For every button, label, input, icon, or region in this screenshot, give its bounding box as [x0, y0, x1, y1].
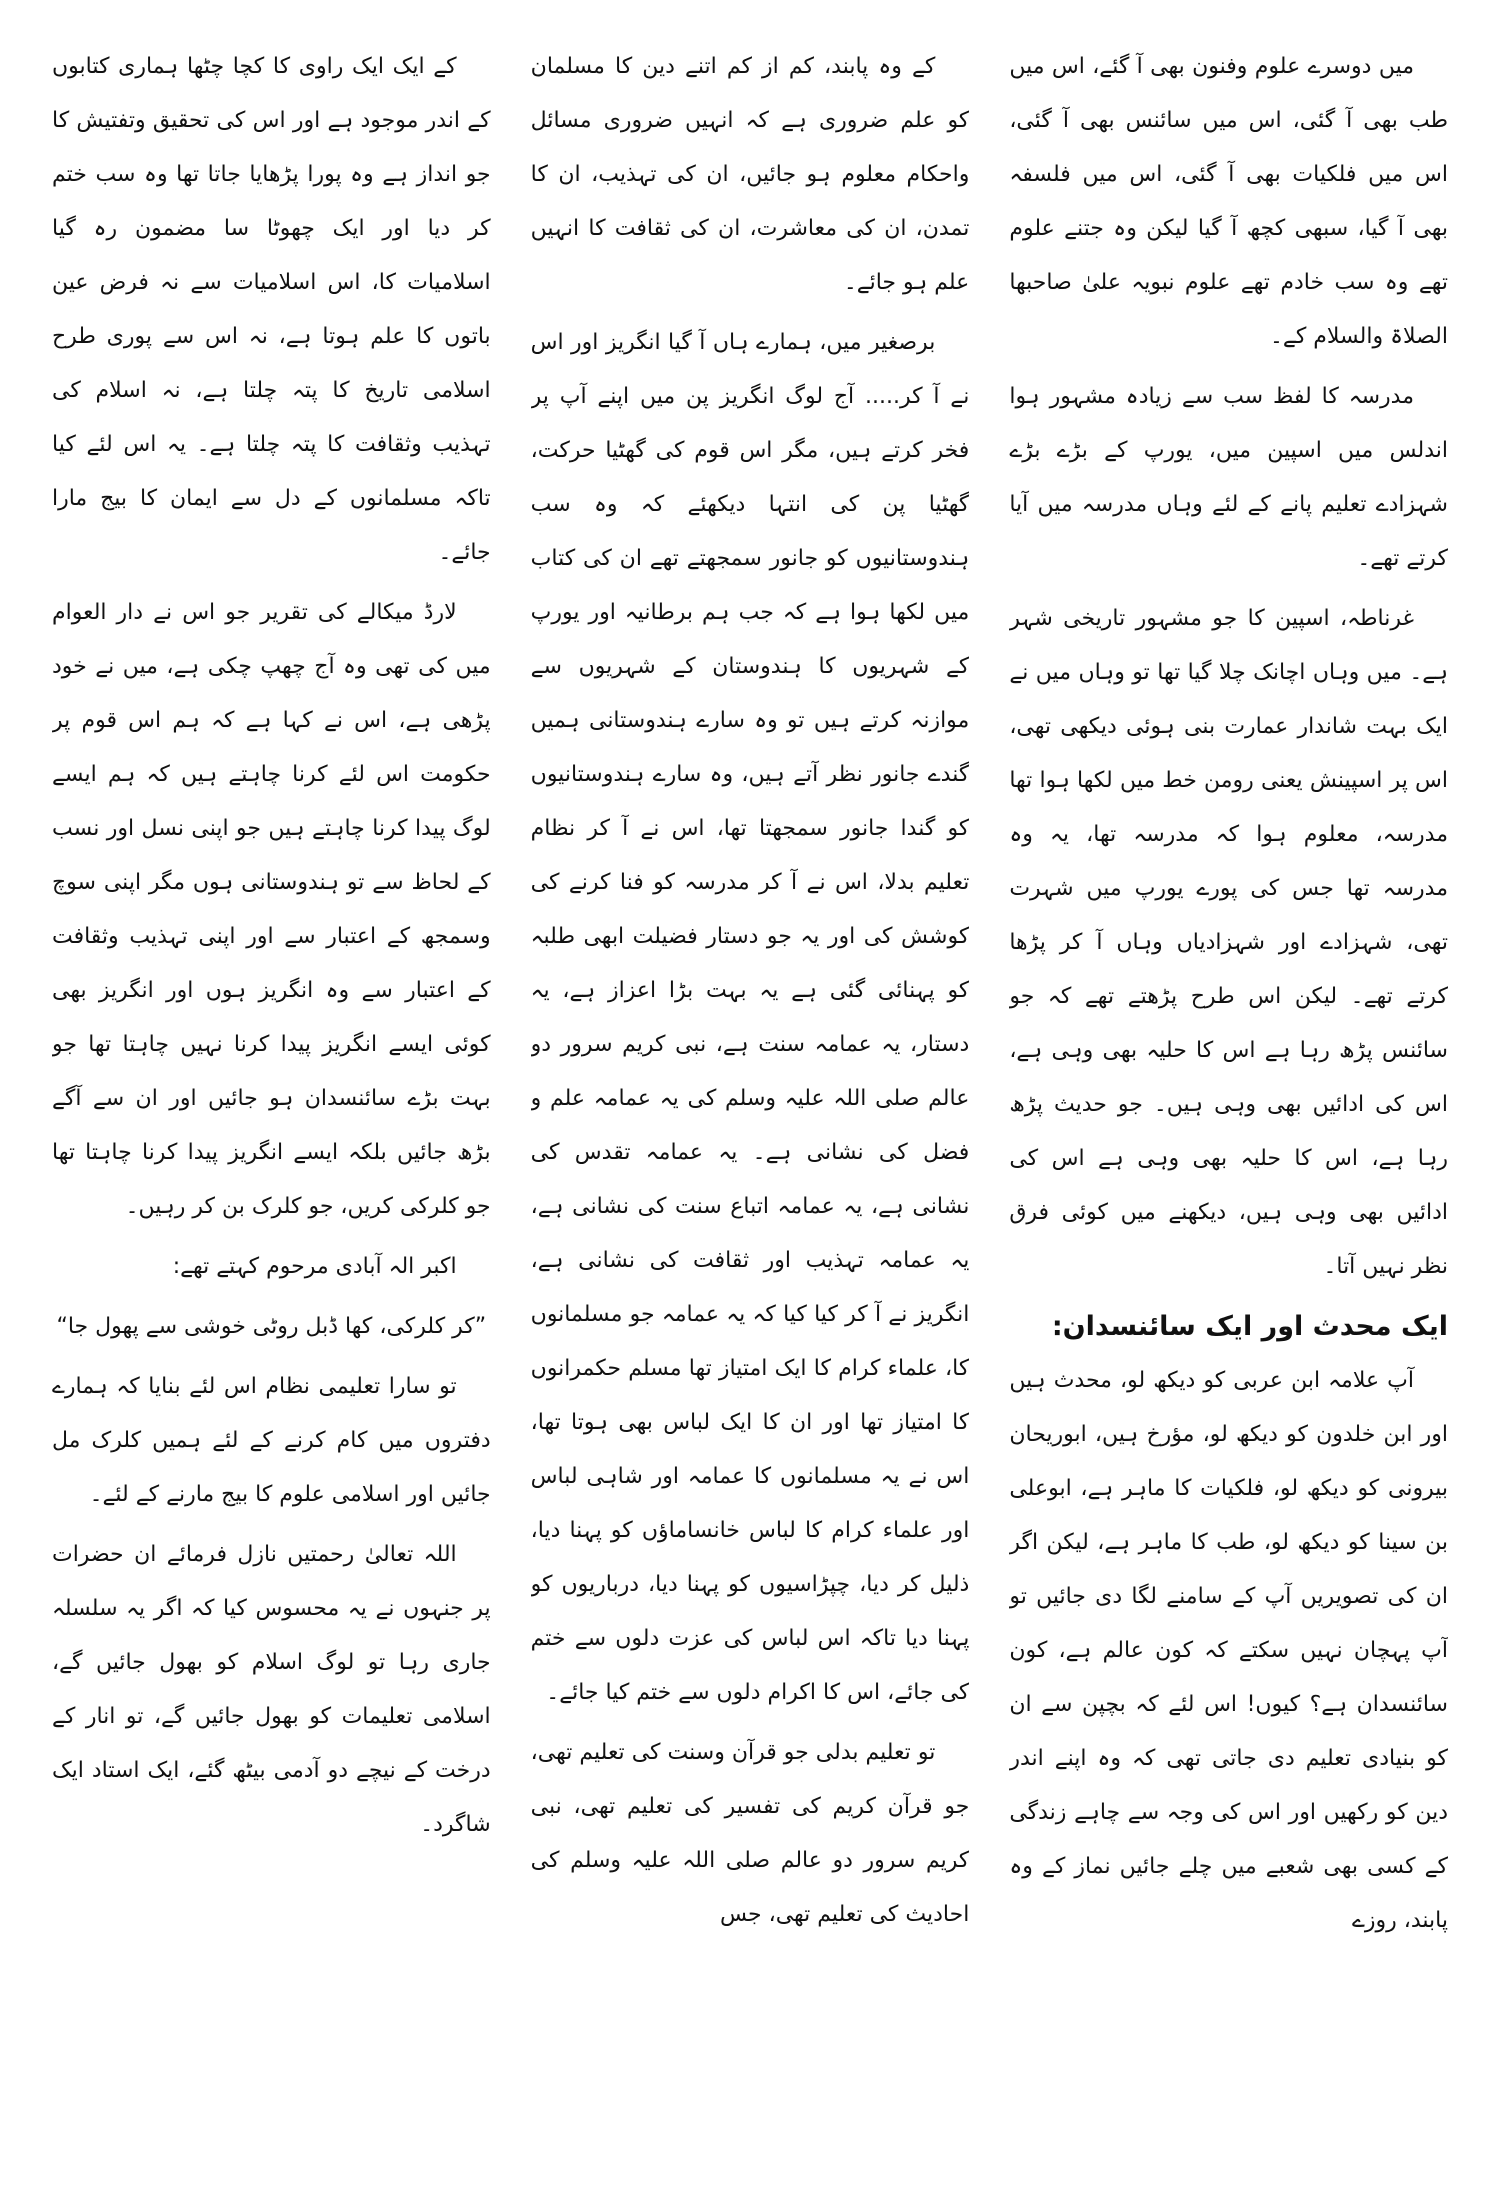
paragraph: کے وہ پابند، کم از کم اتنے دین کا مسلمان کو علم ضروری ہے کہ انہیں ضروری مسائل واحکام معلوم ہو جائیں، ان کی تہذیب، ان کا تمدن، ان کی معاشرت، ان کی ثقافت کا انہیں علم ہو جائے۔ — [530, 54, 970, 295]
paragraph: اللہ تعالیٰ رحمتیں نازل فرمائے ان حضرات پر جنہوں نے یہ محسوس کیا کہ اگر یہ سلسلہ جاری رہا تو لوگ اسلام کو بھول جائیں گے، اسلامی تعلیمات کو بھول جائیں گے، تو انار کے درخت کے نیچے دو آدمی بیٹھ گئے، ایک استاد ایک شاگرد۔ — [51, 1542, 491, 1837]
column-right — [1009, 40, 1448, 2160]
paragraph: میں دوسرے علوم وفنون بھی آ گئے، اس میں طب بھی آ گئی، اس میں سائنس بھی آ گئی، اس میں فلکیات بھی آ گئی، اس میں فلسفہ بھی آ گیا، سبھی کچھ آ گیا لیکن وہ جتنے علوم تھے وہ سب خادم تھے علوم نبویہ علیٰ صاحبھا الصلاۃ والسلام کے۔ — [1009, 54, 1448, 349]
paragraph: برصغیر میں، ہمارے ہاں آ گیا انگریز اور اس نے آ کر..... آج لوگ انگریز پن میں اپنے آپ پر فخر کرتے ہیں، مگر اس قوم کی گھٹیا حرکت، گھٹیا پن کی انتہا دیکھئے کہ وہ سب ہندوستانیوں کو جانور سمجھتے تھے ان کی کتاب میں لکھا ہوا ہے کہ جب ہم برطانیہ اور یورپ کے شہریوں کا ہندوستان کے شہریوں سے موازنہ کرتے ہیں تو وہ سارے ہندوستانی ہمیں گندے جانور نظر آتے ہیں، وہ سارے ہندوستانیوں کو گندا جانور سمجھتا تھا، اس نے آ کر نظام تعلیم بدلا، اس نے آ کر مدرسہ کو فنا کرنے کی کوشش کی اور یہ جو دستار فضیلت ابھی طلبہ کو پہنائی گئی ہے یہ بہت بڑا اعزاز ہے، یہ دستار، یہ عمامہ سنت ہے، نبی کریم سرور دو عالم صلی اللہ علیہ وسلم کی یہ عمامہ علم و فضل کی نشانی ہے۔ یہ عمامہ تقدس کی نشانی ہے، یہ عمامہ اتباع سنت کی نشانی ہے، یہ عمامہ تہذیب اور ثقافت کی نشانی ہے، انگریز نے آ کر کیا کیا کہ یہ عمامہ جو مسلمانوں کا، علماء کرام کا ایک امتیاز تھا مسلم حکمرانوں کا امتیاز تھا اور ان کا ایک لباس بھی ہوتا تھا، اس نے یہ مسلمانوں کا عمامہ اور شاہی لباس اور علماء کرام کا لباس خانساماؤں کو پہنا دیا، ذلیل کر دیا، چپڑاسیوں کو پہنا دیا، درباریوں کو پہنا دیا تاکہ اس لباس کی عزت دلوں سے ختم کی جائے، اس کا اکرام دلوں سے ختم کیا جائے۔ — [530, 330, 970, 1705]
paragraph: آپ علامہ ابن عربی کو دیکھ لو، محدث ہیں اور ابن خلدون کو دیکھ لو، مؤرخ ہیں، ابوریحان بیرونی کو دیکھ لو، فلکیات کا ماہر ہے، ابوعلی بن سینا کو دیکھ لو، طب کا ماہر ہے، لیکن اگر ان کی تصویریں آپ کے سامنے لگا دی جائیں تو آپ پہچان نہیں سکتے کہ کون عالم ہے، کون سائنسدان ہے؟ کیوں! اس لئے کہ بچپن سے ان کو بنیادی تعلیم دی جاتی تھی کہ وہ اپنے اندر دین کو رکھیں اور اس کی وجہ سے چاہے زندگی کے کسی بھی شعبے میں چلے جائیں نماز کے وہ پابند، روزے — [1009, 1368, 1448, 1933]
paragraph: مدرسہ کا لفظ سب سے زیادہ مشہور ہوا اندلس میں اسپین میں، یورپ کے بڑے بڑے شہزادے تعلیم پانے کے لئے وہاں مدرسہ میں آیا کرتے تھے۔ — [1009, 384, 1448, 571]
column-middle — [531, 40, 970, 2160]
paragraph: کے ایک ایک راوی کا کچا چٹھا ہماری کتابوں کے اندر موجود ہے اور اس کی تحقیق وتفتیش کا جو انداز ہے وہ پورا پڑھایا جاتا تھا وہ سب ختم کر دیا اور ایک چھوٹا سا مضمون رہ گیا اسلامیات کا، اس اسلامیات سے نہ فرض عین باتوں کا علم ہوتا ہے، نہ اس سے پوری طرح اسلامی تاریخ کا پتہ چلتا ہے، نہ اسلام کی تہذیب وثقافت کا پتہ چلتا ہے۔ یہ اس لئے کیا تاکہ مسلمانوں کے دل سے ایمان کا بیج مارا جائے۔ — [51, 54, 491, 565]
section-heading: ایک محدث اور ایک سائنسدان: — [1051, 1311, 1448, 1342]
paragraph: اکبر الہ آبادی مرحوم کہتے تھے: — [172, 1254, 457, 1279]
paragraph: لارڈ میکالے کی تقریر جو اس نے دار العوام میں کی تھی وہ آج چھپ چکی ہے، میں نے خود پڑھی ہے، اس نے کہا ہے کہ ہم اس قوم پر حکومت اس لئے کرنا چاہتے ہیں کہ ہم ایسے لوگ پیدا کرنا چاہتے ہیں جو اپنی نسل اور نسب کے لحاظ سے تو ہندوستانی ہوں مگر اپنی سوچ وسمجھ کے اعتبار سے اور اپنی تہذیب وثقافت کے اعتبار سے وہ انگریز ہوں اور انگریز بھی کوئی ایسے انگریز پیدا کرنا نہیں چاہتا تھا جو بہت بڑے سائنسدان ہو جائیں اور ان سے آگے بڑھ جائیں بلکہ ایسے انگریز پیدا کرنا چاہتا تھا جو کلرکی کریں، جو کلرک بن کر رہیں۔ — [51, 600, 491, 1219]
paragraph: تو سارا تعلیمی نظام اس لئے بنایا کہ ہمارے دفتروں میں کام کرنے کے لئے ہمیں کلرک مل جائیں اور اسلامی علوم کا بیج مارنے کے لئے۔ — [51, 1374, 491, 1507]
column-left — [52, 40, 491, 2160]
paragraph: غرناطہ، اسپین کا جو مشہور تاریخی شہر ہے۔ میں وہاں اچانک چلا گیا تھا تو وہاں میں نے ایک بہت شاندار عمارت بنی ہوئی دیکھی تھی، اس پر اسپینش یعنی رومن خط میں لکھا ہوا تھا مدرسہ، معلوم ہوا کہ مدرسہ تھا، یہ وہ مدرسہ تھا جس کی پورے یورپ میں شہرت تھی، شہزادے اور شہزادیاں وہاں آ کر پڑھا کرتے تھے۔ لیکن اس طرح پڑھتے تھے کہ جو سائنس پڑھ رہا ہے اس کا حلیہ بھی وہی ہے، اس کی ادائیں بھی وہی ہیں۔ جو حدیث پڑھ رہا ہے، اس کا حلیہ بھی وہی ہے اس کی ادائیں بھی وہی ہیں، دیکھنے میں کوئی فرق نظر نہیں آتا۔ — [1009, 606, 1448, 1279]
poetry-quote: ”کر کلرکی، کھا ڈبل روٹی خوشی سے پھول جا“ — [56, 1314, 487, 1339]
paragraph: تو تعلیم بدلی جو قرآن وسنت کی تعلیم تھی، جو قرآن کریم کی تفسیر کی تعلیم تھی، نبی کریم سرور دو عالم صلی اللہ علیہ وسلم کی احادیث کی تعلیم تھی، جس — [530, 1740, 970, 1927]
